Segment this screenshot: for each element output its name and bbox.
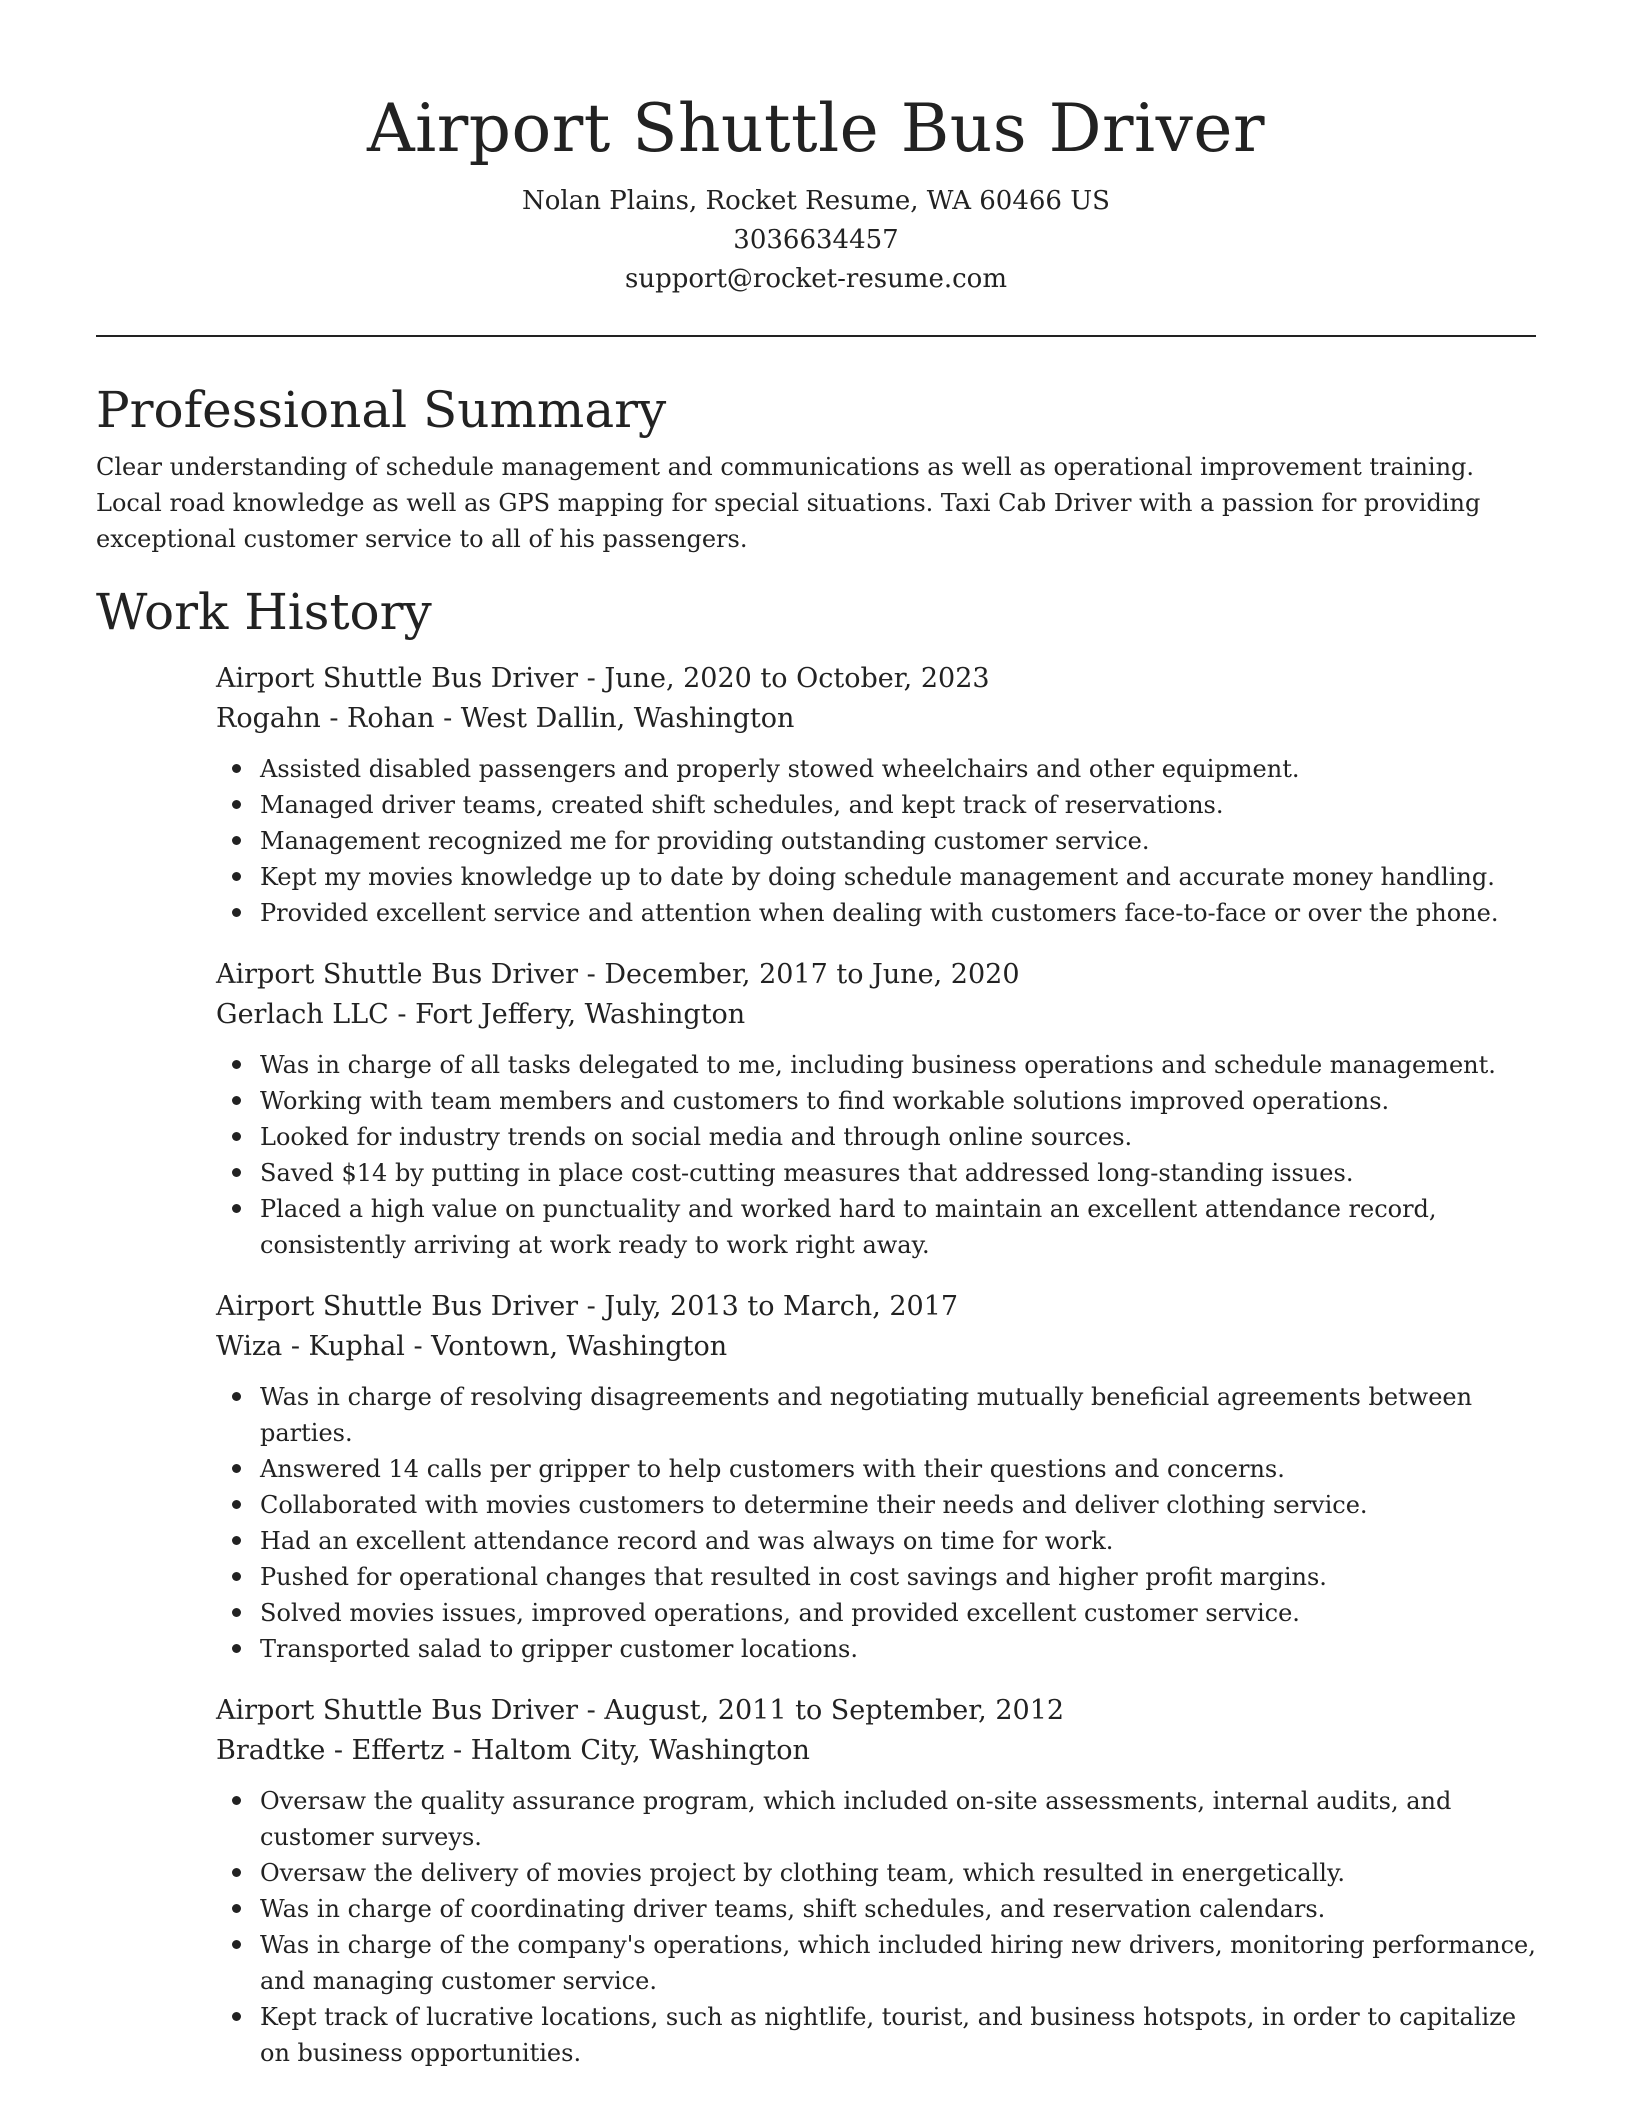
bullet-text: Assisted disabled passengers and properly stowed wheelchairs and other equipment. [260,755,1300,783]
bullet-text: Saved $14 by putting in place cost-cutting measures that addressed long-standing issues. [260,1159,1354,1187]
bullet-dot-icon [232,1572,241,1581]
bullet-dot-icon [232,1168,241,1177]
job-bullet [216,1631,1536,1667]
job-entry [216,1287,1536,1667]
job-bullet [216,823,1536,859]
job-company-line: Rogahn - Rohan - West Dallin, Washington [216,703,795,734]
bullet-dot-icon [232,1500,241,1509]
job-bullet [216,751,1536,787]
job-bullet [216,859,1536,895]
job-title-line: Airport Shuttle Bus Driver - July, 2013 to March, 2017 [216,1291,959,1322]
bullet-text: Collaborated with movies customers to determine their needs and deliver clothing service. [260,1491,1368,1519]
bullet-text: Placed a high value on punctuality and worked hard to maintain an excellent attendance record, consistently arriving at work ready to work right away. [260,1195,1437,1259]
bullet-text: Oversaw the quality assurance program, which included on-site assessments, internal audits, and customer surveys. [260,1787,1452,1851]
job-bullet [216,1927,1536,1999]
job-bullet [216,1191,1536,1263]
bullet-text: Had an excellent attendance record and was always on time for work. [260,1527,1114,1555]
job-bullets [216,1047,1536,1263]
bullet-text: Oversaw the delivery of movies project by clothing team, which resulted in energetically. [260,1859,1345,1887]
bullet-dot-icon [232,1392,241,1401]
bullet-dot-icon [232,1940,241,1949]
job-bullet [216,1047,1536,1083]
bullet-text: Management recognized me for providing outstanding customer service. [260,827,1150,855]
bullet-dot-icon [232,764,241,773]
bullet-dot-icon [232,1536,241,1545]
job-bullet [216,1119,1536,1155]
bullet-text: Was in charge of all tasks delegated to me, including business operations and schedule management. [260,1051,1496,1079]
bullet-dot-icon [232,1608,241,1617]
bullet-dot-icon [232,908,241,917]
bullet-dot-icon [232,1132,241,1141]
bullet-dot-icon [232,2012,241,2021]
bullet-dot-icon [232,1060,241,1069]
header-divider [96,335,1536,337]
contact-email: support@rocket-resume.com [624,264,1007,294]
job-title-line: Airport Shuttle Bus Driver - June, 2020 to October, 2023 [216,663,990,694]
job-bullet [216,1451,1536,1487]
job-bullet [216,1595,1536,1631]
job-bullet [216,1083,1536,1119]
bullet-dot-icon [232,836,241,845]
section-title-work-history: Work History [96,583,432,641]
resume-page [96,0,1536,2071]
bullet-dot-icon [232,1096,241,1105]
job-bullet [216,895,1536,931]
job-bullet [216,1379,1536,1451]
job-bullet [216,1487,1536,1523]
bullet-dot-icon [232,800,241,809]
job-bullet [216,1783,1536,1855]
job-bullet [216,1999,1536,2071]
bullet-dot-icon [232,1204,241,1213]
bullet-text: Kept track of lucrative locations, such as nightlife, tourist, and business hotspots, in order to capitalize on business opportunities. [260,2003,1517,2067]
bullet-text: Pushed for operational changes that resulted in cost savings and higher profit margins. [260,1563,1327,1591]
resume-name: Airport Shuttle Bus Driver [366,90,1266,167]
resume-header [96,0,1536,299]
job-bullet [216,1855,1536,1891]
section-title-summary: Professional Summary [96,381,667,439]
job-company-line: Wiza - Kuphal - Vontown, Washington [216,1331,728,1362]
bullet-text: Managed driver teams, created shift schedules, and kept track of reservations. [260,791,1224,819]
bullet-dot-icon [232,1904,241,1913]
job-entry [216,955,1536,1263]
bullet-dot-icon [232,1868,241,1877]
bullet-text: Transported salad to gripper customer locations. [260,1635,858,1663]
bullet-dot-icon [232,1644,241,1653]
job-entry [216,659,1536,931]
job-bullet [216,1559,1536,1595]
bullet-text: Kept my movies knowledge up to date by doing schedule management and accurate money handling. [260,863,1495,891]
bullet-dot-icon [232,872,241,881]
job-bullets [216,1783,1536,2071]
bullet-text: Was in charge of coordinating driver teams, shift schedules, and reservation calendars. [260,1895,1326,1923]
job-entry [216,1691,1536,2071]
job-bullet [216,1155,1536,1191]
bullet-text: Looked for industry trends on social media and through online sources. [260,1123,1133,1151]
bullet-text: Working with team members and customers to find workable solutions improved operations. [260,1087,1390,1115]
contact-block [96,182,1536,299]
bullet-text: Solved movies issues, improved operations, and provided excellent customer service. [260,1599,1300,1627]
summary-text: Clear understanding of schedule management and communications as well as operational improvement training. Local road knowledge as well as GPS mapping for special situations. Taxi Cab Driver with a passion for providing exceptional customer service to all of his passengers. [96,453,1481,553]
job-title-line: Airport Shuttle Bus Driver - August, 2011 to September, 2012 [216,1695,1065,1726]
bullet-text: Was in charge of resolving disagreements and negotiating mutually beneficial agreements between parties. [260,1383,1473,1447]
job-bullets [216,1379,1536,1667]
job-company-line: Gerlach LLC - Fort Jeffery, Washington [216,999,746,1030]
contact-phone: 3036634457 [733,225,899,255]
job-company-line: Bradtke - Effertz - Haltom City, Washington [216,1735,810,1766]
bullet-dot-icon [232,1464,241,1473]
contact-address: Nolan Plains, Rocket Resume, WA 60466 US [522,186,1110,216]
job-bullet [216,1523,1536,1559]
bullet-text: Was in charge of the company's operations, which included hiring new drivers, monitoring performance, and managing customer service. [260,1931,1536,1995]
bullet-text: Answered 14 calls per gripper to help customers with their questions and concerns. [260,1455,1285,1483]
work-history-list [216,659,1536,2071]
bullet-text: Provided excellent service and attention when dealing with customers face-to-face or over the phone. [260,899,1499,927]
job-bullets [216,751,1536,931]
bullet-dot-icon [232,1796,241,1805]
job-bullet [216,1891,1536,1927]
job-bullet [216,787,1536,823]
job-title-line: Airport Shuttle Bus Driver - December, 2017 to June, 2020 [216,959,1020,990]
